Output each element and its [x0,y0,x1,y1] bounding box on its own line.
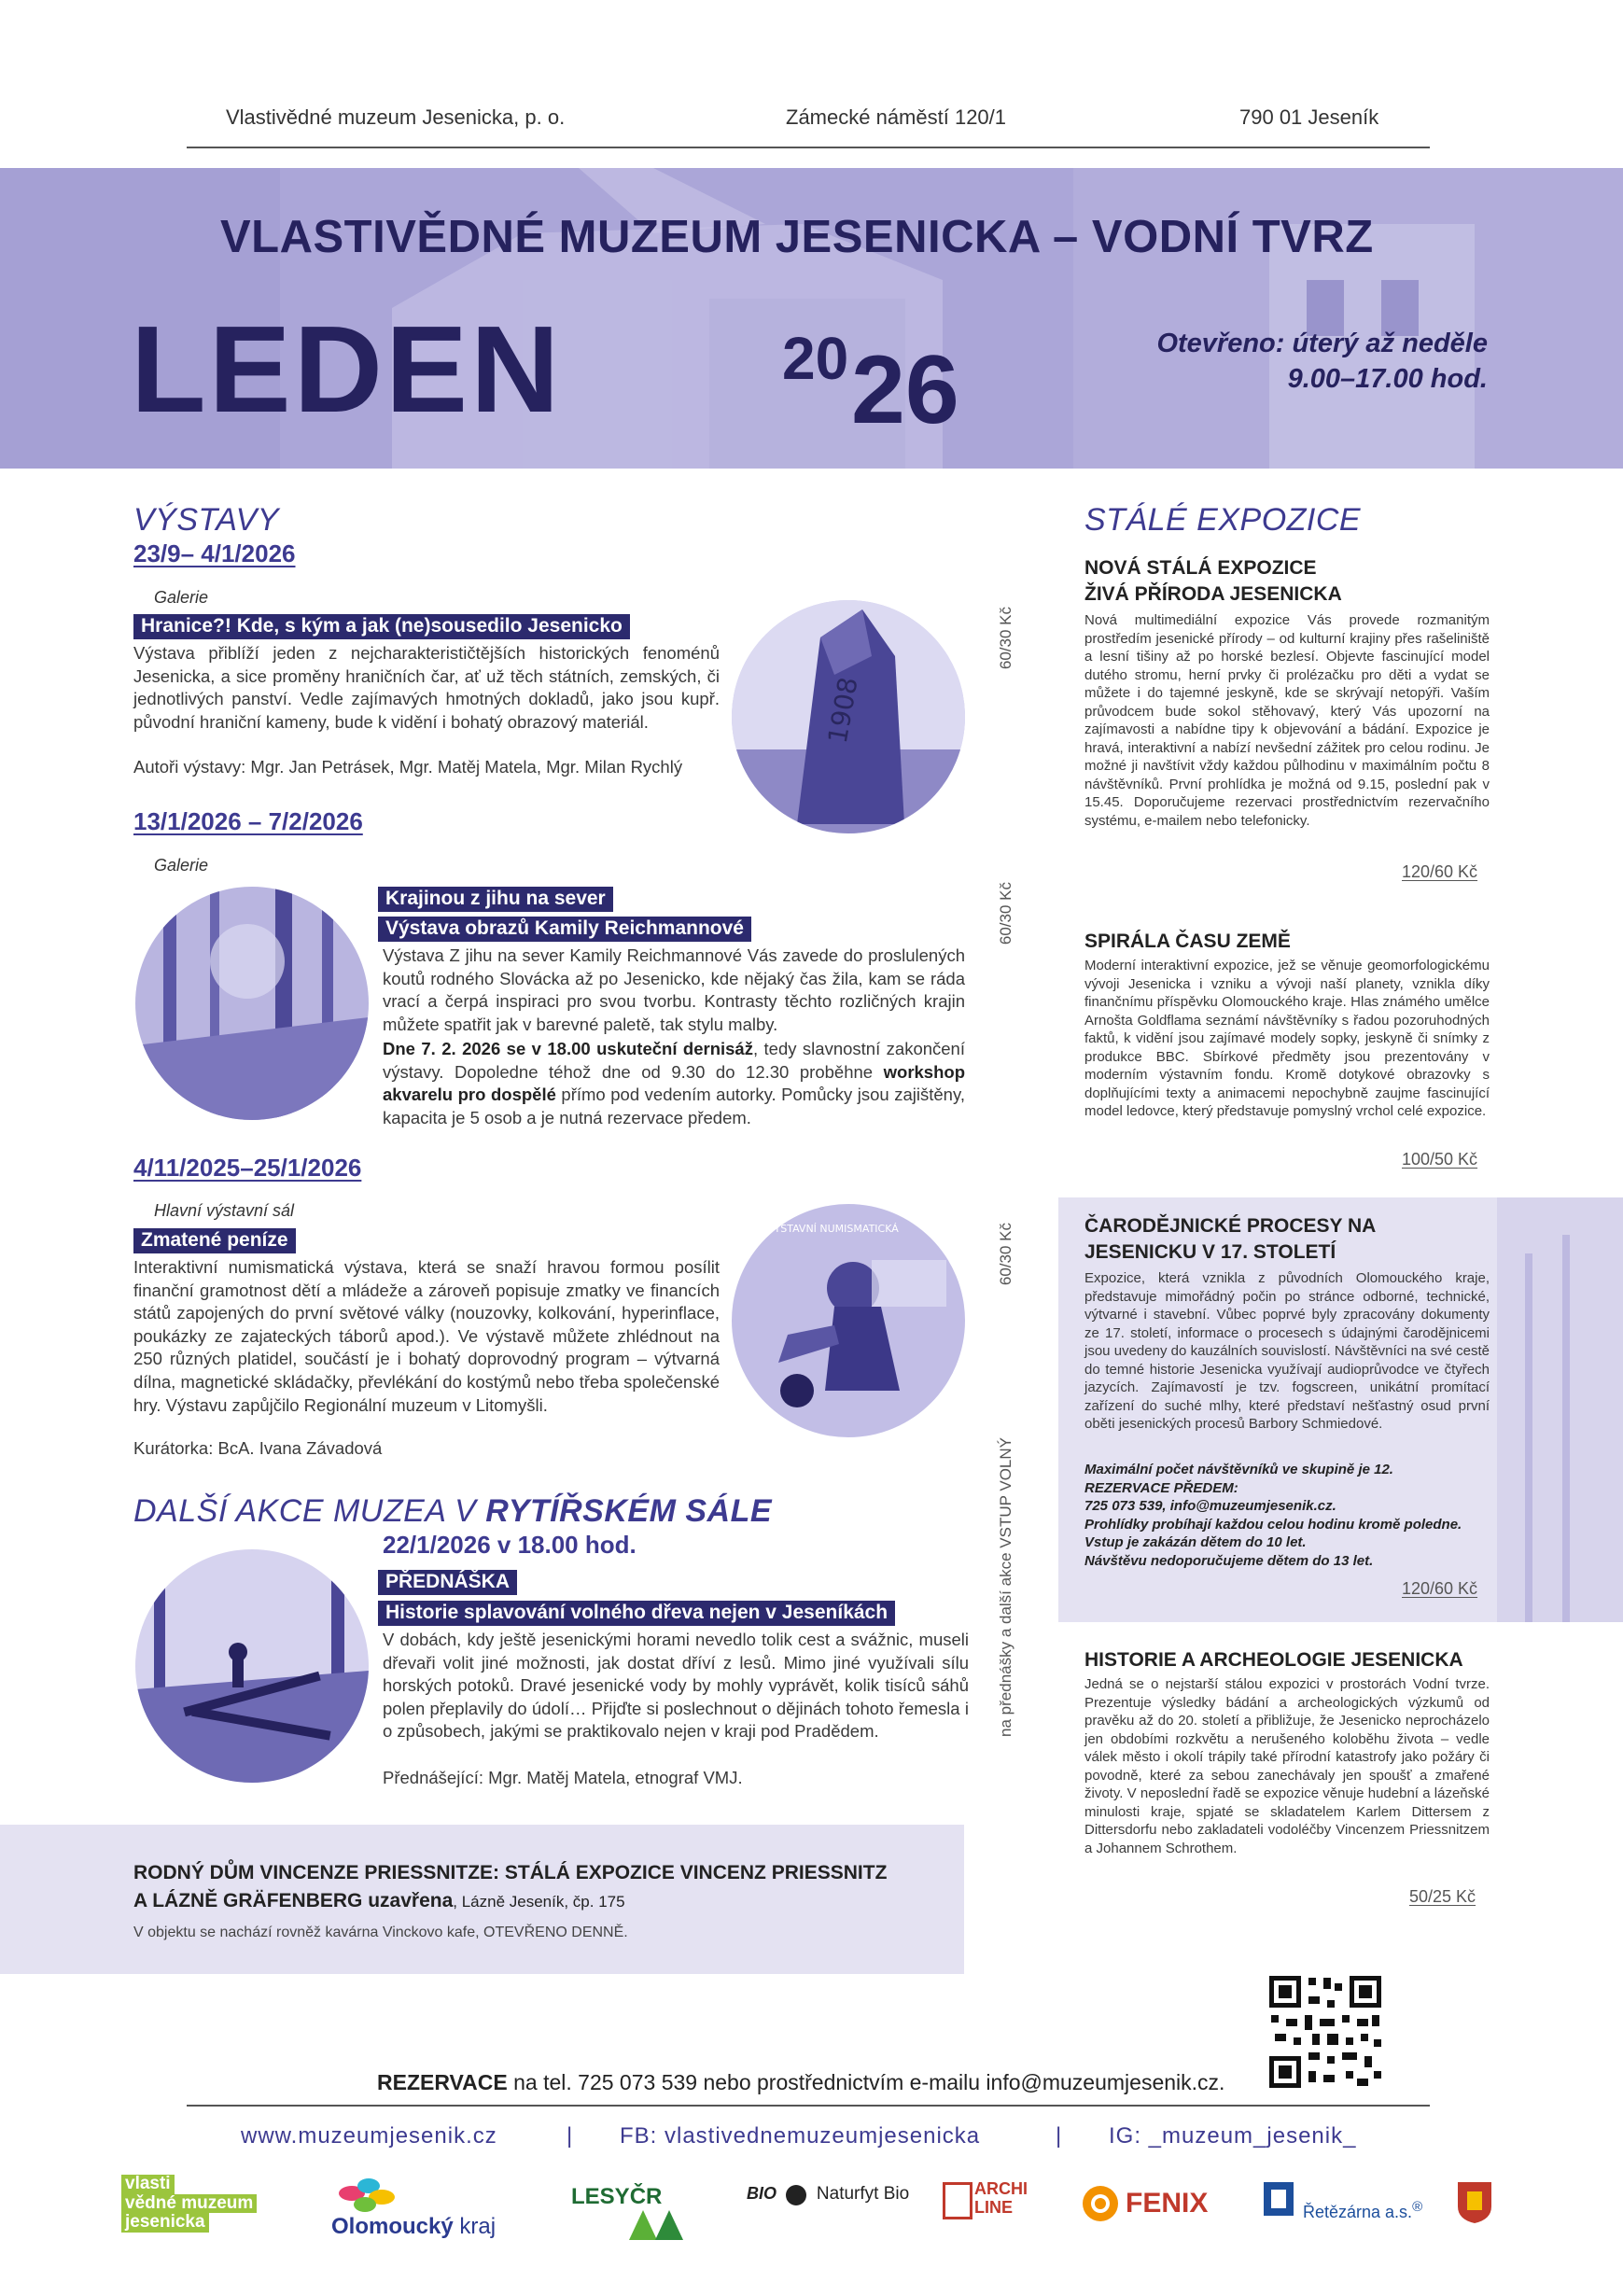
naturfyt-leaf-icon [786,2185,806,2205]
banner [0,168,1623,469]
header-org: Vlastivědné muzeum Jesenicka, p. o. [226,105,566,129]
exhibition-2-title: Krajinou z jihu na sever [378,887,613,912]
opening-time: 9.00–17.00 hod. [1287,363,1488,394]
header-address: Zámecké náměstí 120/1 [786,105,1007,129]
priessnitz-line2 [133,1890,625,1912]
cr-text: ČR [629,2184,663,2209]
expo-3-note-1: Maximální počet návštěvníků ve skupině je 12. [1084,1462,1393,1477]
exhibition-3-price: 60/30 Kč [997,1223,1014,1286]
opening-days: Otevřeno: úterý až neděle [1156,329,1488,358]
timber-rafting-illustration [135,1549,369,1783]
lecture-date: 22/1/2026 v 18.00 hod. [383,1531,637,1559]
reservation-line [377,2070,1224,2095]
image-caption: VÝSTAVNÍ NUMISMATICKÁ [767,1223,899,1235]
priessnitz-address: , Lázně Jeseník, čp. 175 [453,1893,625,1911]
expo-1-title-line2: ŽIVÁ PŘÍRODA JESENICKA [1084,583,1342,606]
logo-olomoucky-kraj [322,2173,527,2242]
footer-sep-1: | [567,2123,574,2149]
lecture-speaker: Přednášející: Mgr. Matěj Matela, etnograf VMJ. [383,1768,743,1787]
retezarna-text [1303,2199,1422,2222]
free-entry-note: na přednášky a další akce VSTUP VOLNÝ [997,1437,1014,1737]
qr-code-graphic [1267,1974,1383,2090]
logo-vmj-line1: vlasti [121,2175,175,2194]
footer-ig-link[interactable]: IG: _muzeum_jesenik_ [1109,2123,1357,2149]
lecture-image [135,1549,369,1783]
expo-3-note-2: REZERVACE PŘEDEM: [1084,1479,1238,1496]
expo-3-title-line2: JESENICKU V 17. STOLETÍ [1084,1241,1336,1264]
logo-archiline [943,2178,1036,2234]
exhibition-3-text: Interaktivní numismatická výstava, která se snaží hravou formou posílit finanční gramotnost dětí a mládeže a zároveň popisuje zmatky ve financích států zapojených do první světové války (nouzovky, kolkování, hyperinflace, poukázky ze zajateckých táborů apod.). Ve výstavě můžete zhlédnout na 250 různých platidel, součástí je i bohatý doprovodný program – výtvarná dílna, magnetické skládačky, převlékání do kostýmů nebo třeba společenské hry. Výstavu zapůjčilo Regionální muzeum v Litomyšli. [133,1257,720,1415]
priessnitz-line1: RODNÝ DŮM VINCENZE PRIESSNITZE: STÁLÁ EXPOZICE VINCENZ PRIESSNITZ [133,1862,888,1883]
dalsi-akce-heading-a: DALŠÍ AKCE MUZEA V [133,1493,486,1529]
expo-3-title [1084,1213,1376,1267]
expo-1-title [1084,555,1342,609]
reservation-contact: na tel. 725 073 539 nebo prostřednictvím e-mailu info@muzeumjesenik.cz. [507,2070,1225,2094]
boundary-stone-illustration [732,600,965,833]
forest-painting-illustration [135,887,369,1120]
expo-3-note-3: 725 073 539, info@muzeumjesenik.cz. [1084,1498,1336,1514]
exhibition-2-price: 60/30 Kč [997,882,1014,945]
olomoucky-name: Olomoucký [331,2214,454,2239]
expo-3-note-6: Návštěvu nedoporučujeme dětem do 13 let. [1084,1552,1374,1569]
derniere-text-b: přímo pod vedením autorky. Pomůcky jsou zajištěny, kapacita je 5 osob a je nutná rezervace předem. [383,1085,965,1127]
logo-retezarna [1262,2180,1439,2233]
expo-3-title-line1: ČARODĚJNICKÉ PROCESY NA [1084,1215,1377,1237]
expo-4-text: Jedná se o nejstarší stálou expozici v prostorách Vodní tvrze. Prezentuje výsledky bádání a archeologických výzkumů od pravěku až do 20. století a přibližuje, že Jesenicko neprocházelo jen obdobími rozkvětu a nerušeného koloběhu života – vedle válek město i okolí trápily také přírodní katastrofy jako požáry či povodně, které za sebou zanechávaly jen spoušť a zmařené životy. V neposlední řadě se expozice věnuje hudební a lázeňské minulosti kraje, spjaté se skladatelem Karlem Dittersem z Dittersdorfu nebo zakladateli vodoléčby Vincenzem Priessnitzem a Johannem Schrothem. [1084,1676,1490,1856]
banner-year-bottom: 26 [851,336,959,444]
expo-3-note-5: Vstup je zakázán dětem do 10 let. [1084,1534,1307,1550]
footer-web-link[interactable]: www.muzeumjesenik.cz [241,2123,497,2149]
lecture-title: Historie splavování volného dřeva nejen v Jeseníkách [378,1601,895,1626]
svg-text:1908: 1908 [821,675,864,746]
exhibition-3-location: Hlavní výstavní sál [154,1201,295,1220]
archiline-text-b: LINE [974,2198,1014,2217]
exhibition-1-title: Hranice?! Kde, s kým a jak (ne)sousedilo Jesenicko [133,614,630,639]
money-figure-illustration [732,1204,965,1437]
fenix-sun-icon [1081,2184,1120,2223]
bio-text: BIO [747,2184,777,2203]
exhibition-2-date: 13/1/2026 – 7/2/2026 [133,807,363,835]
lecture-text: V dobách, kdy ještě jesenickými horami nevedlo tolik cest a svážnic, museli dřevaři volit jiné možnosti, jak dostat dříví z lesů. Mimo jiné využívali sílu horských potoků. Dravé jesenické vody by mohly vyprávět, kolik tisíců sáhů polen přeplavily do údolí… Přijďte si poslechnout o dějinách tohoto řemesla i o způsobech, jakými se praktikovalo nejen v kraji pod Pradědem. [383,1630,969,1742]
exhibition-1-image [732,600,965,833]
banner-opening-hours [1120,327,1488,397]
expo-2-text: Moderní interaktivní expozice, jež se věnuje geomorfologickému vývoji Jesenicka i vzniku a vývoji naší planety, vznikla díky finančnímu příspěvku Olomouckého kraje. Hlas známého umělce Arnošta Goldflama seznámí návštěvníky s řadou pozoruhodných faktů, k vidění jsou zajímavé modely sopky, jeskyně či snímky z produkce BBC. Sbírkové předměty jsou prezentovány v moderním výstavním fondu. Kromě dotykové obrazovky s doplňujícími texty a animacemi nepochybně zaujme fascinující model ledovce, který představuje pomyslný vrchol celé expozice. [1084,958,1490,1119]
footer-rule [187,2105,1430,2107]
exhibition-1-date: 23/9– 4/1/2026 [133,539,296,567]
exhibition-2-subtitle: Výstava obrazů Kamily Reichmannové [378,917,751,942]
logo-vmj-line3: jesenicka [121,2213,209,2233]
dalsi-akce-heading-b: RYTÍŘSKÉM SÁLE [485,1493,773,1529]
expo-4-title: HISTORIE A ARCHEOLOGIE JESENICKA [1084,1649,1463,1671]
exhibition-2-location: Galerie [154,856,209,875]
olomoucky-text [331,2214,496,2240]
dalsi-akce-heading [133,1493,772,1530]
logo-fenix [1081,2182,1230,2229]
exhibition-1-location: Galerie [154,588,209,607]
derniere-date: Dne 7. 2. 2026 se v 18.00 uskuteční dernisáž [383,1039,753,1058]
header-city: 790 01 Jeseník [1239,105,1379,129]
expo-3-text: Expozice, která vznikla z původních Olomouckého kraje, představuje mimořádný počin po stránce odborné, technické, výtvarné i stavební. Vůbec poprvé byly zpracovány dokumenty ze 17. století, informace o procesech s údajnými čarodějnicemi jsou uvedeny do kauzálních souvislostí. Návštěvníci na své cestě do temné historie Jesenicka využívají audioprůvodce ve čtyřech jazycích. Zajímavostí je tzv. fogscreen, unikátní promítací zařízení do suché mlhy, které představí nešťastný osud první oběti jesenických procesů Barbory Schmiedové. [1084,1270,1490,1432]
expo-1-title-line1: NOVÁ STÁLÁ EXPOZICE [1084,557,1317,579]
logo-vmj-line2: vědné muzeum [121,2194,257,2214]
expo-3-note-4: Prohlídky probíhají každou celou hodinu kromě poledne. [1084,1516,1462,1533]
exhibition-1-text: Výstava přiblíží jeden z nejcharakterističtějších historických fenoménů Jesenicka, a sice proměny hraničních čar, ať už těch státních, zemských, či jednotlivých panství. Vedle zajímavých hmotných dokladů, jako jsou kupř. původní hraniční kameny, bude k vidění i bohatý obrazový materiál. [133,643,720,732]
derniere-text-a: , tedy slavnostní zakončení výstavy. Dopoledne téhož dne od 9.30 do 12.30 proběhne [383,1039,965,1082]
exhibition-1-authors: Autoři výstavy: Mgr. Jan Petrásek, Mgr. Matěj Matela, Mgr. Milan Rychlý [133,757,683,777]
expo-1-price: 120/60 Kč [1402,862,1478,881]
exhibition-3-image [732,1204,965,1437]
logo-naturfyt [747,2184,961,2231]
section-stale-heading: STÁLÉ EXPOZICE [1084,502,1362,538]
retezarna-icon [1262,2180,1295,2218]
exhibition-3-date: 4/11/2025–25/1/2026 [133,1154,362,1182]
exhibition-3-title: Zmatené peníze [133,1228,296,1253]
olomoucky-kraj-word: kraj [459,2214,497,2239]
exhibition-2-text: Výstava Z jihu na sever Kamily Reichmannové Vás zavede do proslulených koutů rodného Slovácka až po Jesenicko, kde nějaký čas žila, kam se ráda vrací a čerpá inspiraci pro svou tvorbu. Kontrasty těchto rozličných krajin můžete spatřit jak v barevné paletě, tak stylu malby. [383,945,965,1034]
olomoucky-flower-icon [331,2173,406,2214]
banner-title: VLASTIVĚDNÉ MUZEUM JESENICKA – VODNÍ TVRZ [220,212,1374,262]
coat-of-arms-icon [1456,2180,1493,2225]
workshop-label: workshop akvarelu pro dospělé [383,1061,965,1105]
qr-code[interactable] [1267,1974,1383,2090]
exhibition-1-price: 60/30 Kč [997,607,1014,670]
priessnitz-cafe: V objektu se nachází rovněž kavárna Vinckovo kafe, OTEVŘENO DENNĚ. [133,1925,628,1940]
header-rule [187,147,1430,148]
expo-1-text: Nová multimediální expozice Vás provede rozmanitým prostředím jesenické přírody – od kulturní krajiny přes rašeliniště a lesní tišiny až po horské bezlesí. Objevte fascinující model dutého stromu, herní prvky či prolézačku pro děti a vydat se můžete i do tajemné jeskyně, kde se skrývají netopýři. Vaším průvodcem bude sokol stěhovavý, který Vás upozorní na zajímavosti a nabídne tipy k objevování a bádání. Expozice je hravá, interaktivní a nabízí nevšední zážitek pro celou rodinu. Je možné ji navštívit vždy každou půlhodinu v maximálním počtu 8 návštěvníků. První prohlídka je možná od 9.15, poslední pak v 15.45. Doporučujeme rezervaci prostřednictvím rezervačního systému, e-mailem nebo telefonicky. [1084,612,1490,829]
fenix-text: FENIX [1126,2188,1209,2219]
logo-jesenik-coat-of-arms [1456,2180,1493,2225]
expo-2-title: SPIRÁLA ČASU ZEMĚ [1084,931,1291,952]
expo-3-notes [1084,1461,1490,1570]
expo-2-price: 100/50 Kč [1402,1150,1478,1169]
expo-4-price: 50/25 Kč [1409,1887,1476,1906]
logo-lesy-cr [571,2184,702,2236]
retezarna-registered: ® [1412,2199,1423,2215]
exhibition-2-derniere [383,1038,965,1129]
section-vystavy-heading: VÝSTAVY [133,502,279,538]
retezarna-name: Řetězárna a.s. [1303,2203,1413,2221]
archiline-text-a: ARCHI [974,2179,1028,2198]
priessnitz-closed: A LÁZNĚ GRÄFENBERG uzavřena [133,1890,454,1911]
exhibition-3-curator: Kurátorka: BcA. Ivana Závadová [133,1438,383,1458]
naturfyt-text: Naturfyt Bio [816,2184,910,2204]
lesy-tree-icon [629,2210,685,2240]
banner-month: LEDEN [131,301,563,438]
logo-vmj [121,2175,282,2233]
footer-sep-2: | [1056,2123,1063,2149]
exhibition-2-image [135,887,369,1120]
archiline-icon [943,2182,972,2219]
banner-year-top: 20 [782,325,849,392]
expo-3-price: 120/60 Kč [1402,1579,1478,1598]
footer-fb-link[interactable]: FB: vlastivednemuzeumjesenicka [620,2123,981,2149]
lecture-type: PŘEDNÁŠKA [378,1570,517,1595]
lesy-text: LESY [571,2184,630,2209]
reservation-label: REZERVACE [377,2070,508,2094]
